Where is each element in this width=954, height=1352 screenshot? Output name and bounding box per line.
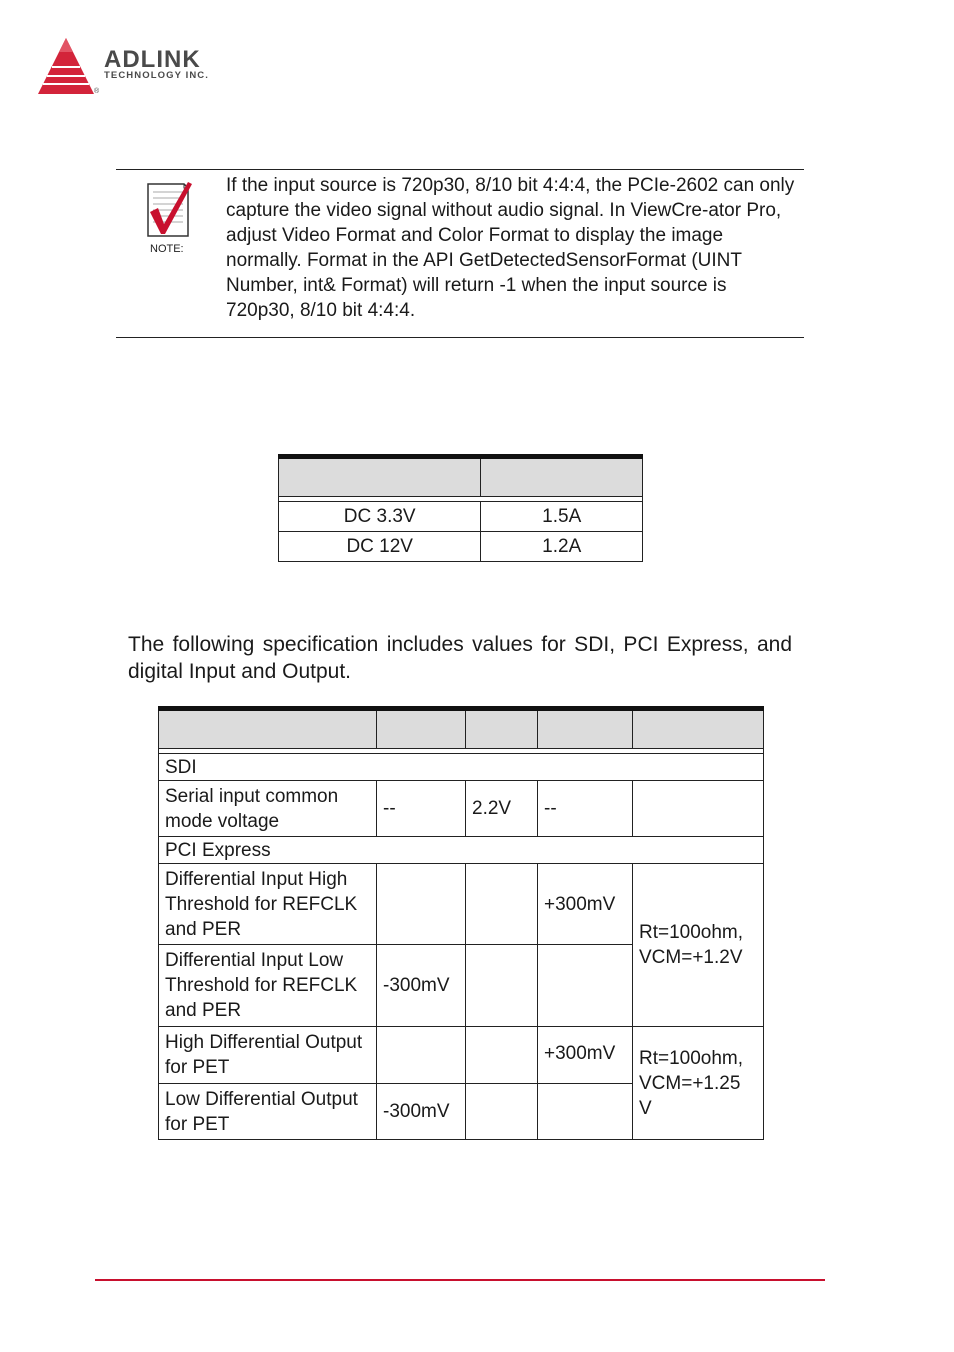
param-cell: Differential Input Low Threshold for REFCLK and PER xyxy=(159,945,377,1027)
spec-table xyxy=(158,706,764,1140)
param-cell: Differential Input High Threshold for REFCLK and PER xyxy=(159,864,377,945)
table-row xyxy=(279,502,643,532)
cond-cell xyxy=(633,781,764,837)
note-bottom-rule xyxy=(116,337,804,338)
spec-intro-paragraph: The following specification includes values for SDI, PCI Express, and digital Input and Output. xyxy=(128,633,792,683)
typ-cell xyxy=(466,1084,538,1140)
power-current: 1.2A xyxy=(481,532,643,562)
table-row xyxy=(159,1027,764,1084)
min-cell: -300mV xyxy=(377,945,466,1027)
power-table xyxy=(278,454,643,562)
min-cell: -- xyxy=(377,781,466,837)
spec-header-cell xyxy=(377,709,466,749)
note-top-rule xyxy=(116,169,804,170)
power-table-header xyxy=(279,457,643,497)
power-voltage: DC 3.3V xyxy=(279,502,481,532)
brand-tagline: TECHNOLOGY INC. xyxy=(104,70,209,81)
table-row xyxy=(159,864,764,945)
max-cell xyxy=(538,1084,633,1140)
param-cell: High Differential Output for PET xyxy=(159,1027,377,1084)
typ-cell xyxy=(466,945,538,1027)
power-header-cell xyxy=(279,457,481,497)
section-row-pcie xyxy=(159,837,764,864)
footer-rule xyxy=(95,1279,825,1281)
cond-cell: Rt=100ohm, VCM=+1.25 V xyxy=(633,1027,764,1140)
section-row-sdi xyxy=(159,754,764,781)
spec-header-cell xyxy=(538,709,633,749)
power-header-cell xyxy=(481,457,643,497)
min-cell xyxy=(377,1027,466,1084)
note-check-icon xyxy=(140,178,196,242)
note-label: NOTE: xyxy=(150,243,184,255)
table-row xyxy=(279,532,643,562)
max-cell: +300mV xyxy=(538,864,633,945)
param-cell: Low Differential Output for PET xyxy=(159,1084,377,1140)
spec-table-header xyxy=(159,709,764,749)
note-text: If the input source is 720p30, 8/10 bit 4:4:4, the PCIe-2602 can only capture the video signal without audio signal. In ViewCre-ator Pro, adjust Video Format and Color Format to display the image normally. Format in the API GetDetectedSensorFormat (UINT Number, int& Format) will return -1 when the input source is 720p30, 8/10 bit 4:4:4. xyxy=(226,175,795,321)
section-label: SDI xyxy=(159,754,764,781)
param-cell: Serial input common mode voltage xyxy=(159,781,377,837)
spec-header-cell xyxy=(159,709,377,749)
spec-header-cell xyxy=(633,709,764,749)
registered-mark: ® xyxy=(94,88,100,95)
cond-cell: Rt=100ohm, VCM=+1.2V xyxy=(633,864,764,1027)
spec-header-cell xyxy=(466,709,538,749)
min-cell xyxy=(377,864,466,945)
power-voltage: DC 12V xyxy=(279,532,481,562)
brand-name: ADLINK xyxy=(104,46,201,73)
min-cell: -300mV xyxy=(377,1084,466,1140)
max-cell: -- xyxy=(538,781,633,837)
typ-cell xyxy=(466,864,538,945)
table-row xyxy=(159,781,764,837)
max-cell xyxy=(538,945,633,1027)
power-current: 1.5A xyxy=(481,502,643,532)
typ-cell xyxy=(466,1027,538,1084)
typ-cell: 2.2V xyxy=(466,781,538,837)
section-label: PCI Express xyxy=(159,837,764,864)
max-cell: +300mV xyxy=(538,1027,633,1084)
